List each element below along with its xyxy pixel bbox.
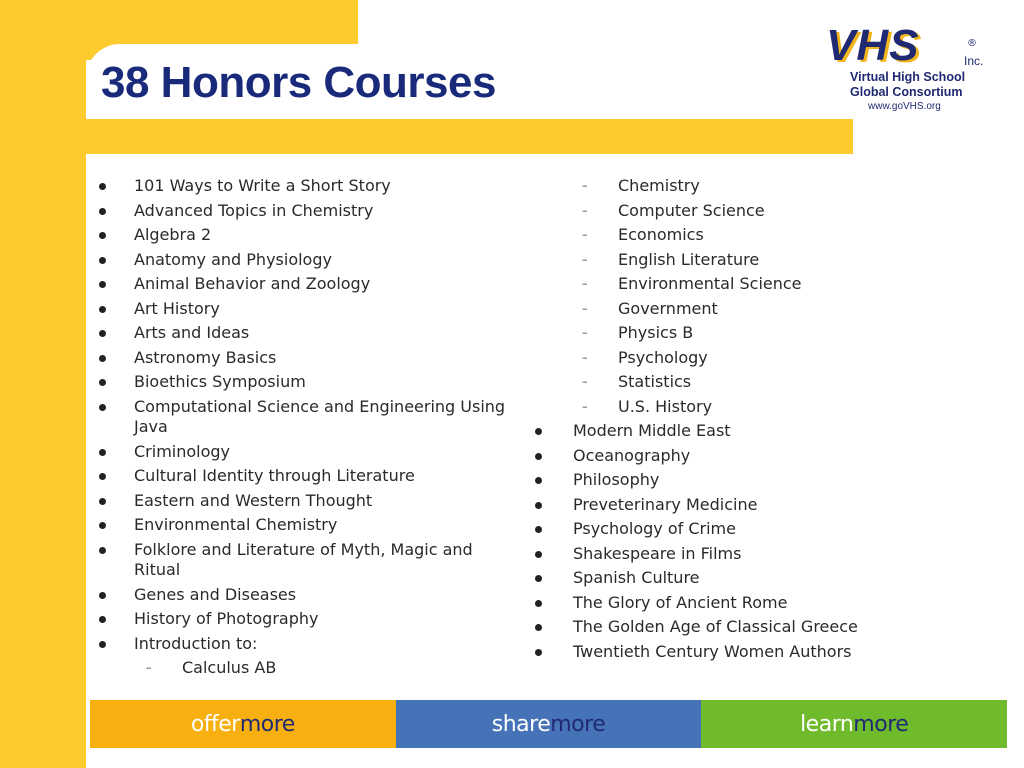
logo-wordmark: VHS	[826, 21, 920, 70]
list-item: Preveterinary Medicine	[532, 495, 952, 516]
logo-url: www.goVHS.org	[868, 101, 941, 112]
list-item: Oceanography	[532, 446, 952, 467]
sub-list-item: – Physics B	[532, 323, 952, 344]
list-item: Environmental Chemistry	[96, 515, 516, 536]
sub-list-item: – Statistics	[532, 372, 952, 393]
vhs-logo	[826, 21, 996, 116]
offer-more-text: more	[239, 711, 295, 737]
list-item: Shakespeare in Films	[532, 544, 952, 565]
list-item: Bioethics Symposium	[96, 372, 516, 393]
share-more-text: more	[550, 711, 606, 737]
sub-list-item: – Psychology	[532, 348, 952, 369]
sub-list-item: – U.S. History	[532, 397, 952, 418]
list-item: Eastern and Western Thought	[96, 491, 516, 512]
offer-more-segment	[90, 700, 396, 748]
list-item: Anatomy and Physiology	[96, 250, 516, 271]
list-item: The Glory of Ancient Rome	[532, 593, 952, 614]
yellow-title-band	[0, 119, 853, 154]
logo-registered-mark: ®	[967, 38, 977, 49]
share-text: share	[491, 711, 551, 737]
list-item: 101 Ways to Write a Short Story	[96, 176, 516, 197]
list-item: Art History	[96, 299, 516, 320]
list-item: Animal Behavior and Zoology	[96, 274, 516, 295]
list-item: Philosophy	[532, 470, 952, 491]
learn-more-text: more	[853, 711, 909, 737]
list-item: Genes and Diseases	[96, 585, 516, 606]
list-item: Psychology of Crime	[532, 519, 952, 540]
offer-text: offer	[190, 711, 240, 737]
sub-list-item: – Government	[532, 299, 952, 320]
list-item: Folklore and Literature of Myth, Magic and Ritual	[96, 540, 516, 581]
course-list-left	[96, 176, 516, 683]
learn-text: learn	[800, 711, 854, 737]
list-item: Algebra 2	[96, 225, 516, 246]
sub-list-item: – Economics	[532, 225, 952, 246]
list-item: Advanced Topics in Chemistry	[96, 201, 516, 222]
list-item: Modern Middle East	[532, 421, 952, 442]
sub-list-item: – Calculus AB	[96, 658, 516, 679]
list-item: Criminology	[96, 442, 516, 463]
list-item: Cultural Identity through Literature	[96, 466, 516, 487]
logo-inc: Inc.	[964, 54, 984, 68]
list-item: Arts and Ideas	[96, 323, 516, 344]
list-item: History of Photography	[96, 609, 516, 630]
share-more-segment	[396, 700, 702, 748]
sub-list-item: – Computer Science	[532, 201, 952, 222]
sub-list-item: – Environmental Science	[532, 274, 952, 295]
course-list-right	[532, 176, 952, 666]
sub-list-item: – Chemistry	[532, 176, 952, 197]
yellow-left-bar	[0, 0, 86, 768]
list-item: Computational Science and Engineering Using Java	[96, 397, 516, 438]
list-item: The Golden Age of Classical Greece	[532, 617, 952, 638]
logo-line-2: Global Consortium	[850, 85, 963, 99]
footer-bar	[90, 700, 1007, 748]
sub-list-item: – English Literature	[532, 250, 952, 271]
list-item: Twentieth Century Women Authors	[532, 642, 952, 663]
list-item: Spanish Culture	[532, 568, 952, 589]
learn-more-segment	[701, 700, 1007, 748]
list-item: Astronomy Basics	[96, 348, 516, 369]
page-title: 38 Honors Courses	[101, 58, 496, 107]
logo-line-1: Virtual High School	[850, 70, 966, 84]
list-item: Introduction to:	[96, 634, 516, 655]
